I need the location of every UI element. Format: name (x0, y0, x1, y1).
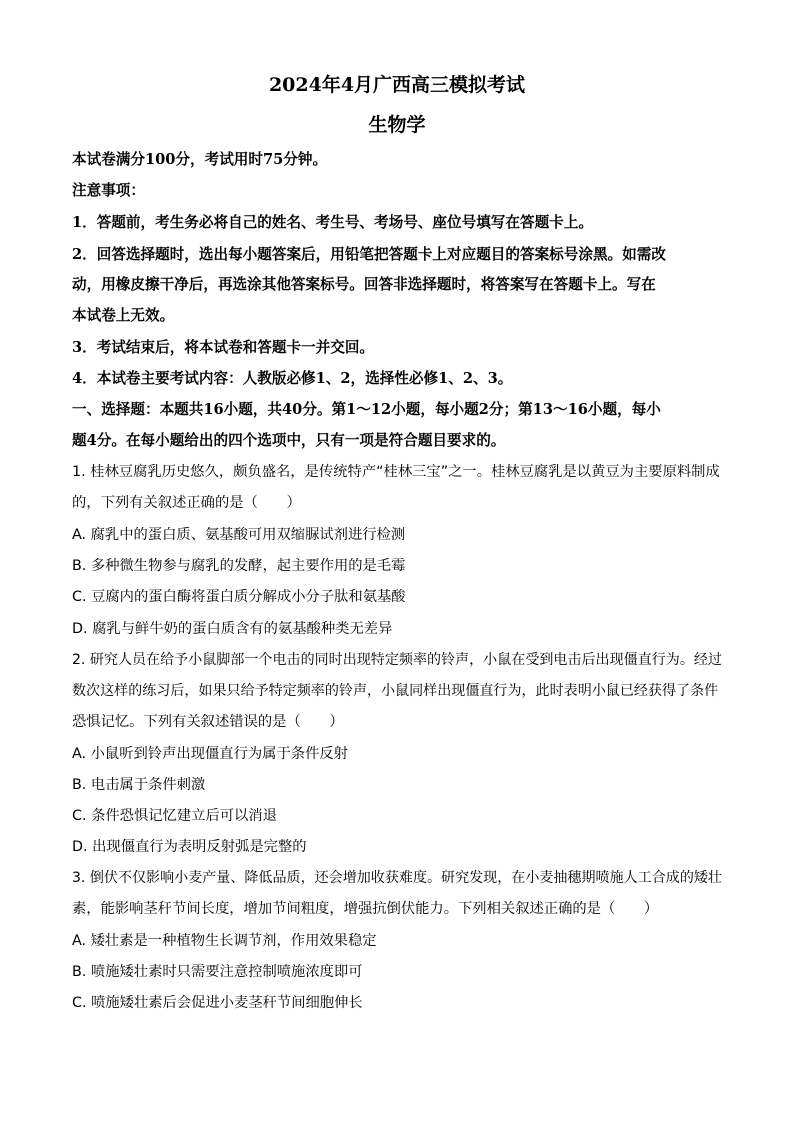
note-4: 4．本试卷主要考试内容：人教版必修1、2，选择性必修1、2、3。 (72, 370, 513, 387)
note-3: 3．考试结束后，将本试卷和答题卡一并交回。 (72, 339, 375, 356)
full-score-text: 本试卷满分100分，考试用时75分钟。 (72, 151, 328, 168)
question-2-stem-line-1: 2. 研究人员在给予小鼠脚部一个电击的同时出现特定频率的铃声，小鼠在受到电击后出现僵直行为。经过 (72, 652, 722, 668)
question-2-stem-line-2: 数次这样的练习后，如果只给予特定频率的铃声，小鼠同样出现僵直行为，此时表明小鼠已经获得了条件 (72, 683, 719, 699)
question-1-option-d: D. 腐乳与鲜牛奶的蛋白质含有的氨基酸种类无差异 (72, 621, 393, 637)
exam-title: 2024年4月广西高三模拟考试 (268, 74, 526, 96)
question-1-option-c: C. 豆腐内的蛋白酶将蛋白质分解成小分子肽和氨基酸 (72, 589, 406, 605)
question-3-option-c: C. 喷施矮壮素后会促进小麦茎秆节间细胞伸长 (72, 995, 363, 1011)
question-2-stem-line-3: 恐惧记忆。下列有关叙述错误的是（ ） (72, 714, 344, 730)
question-3-option-a: A. 矮壮素是一种植物生长调节剂，作用效果稳定 (72, 933, 377, 949)
question-1-stem-line-2: 的，下列有关叙述正确的是（ ） (72, 495, 301, 511)
note-2-line-1: 2．回答选择题时，选出每小题答案后，用铅笔把答题卡上对应题目的答案标号涂黑。如需改 (72, 246, 666, 263)
question-2-option-c: C. 条件恐惧记忆建立后可以消退 (72, 808, 277, 824)
section-1-line-1: 一、选择题：本题共16小题，共40分。第1～12小题，每小题2分；第13～16小题，每小 (72, 401, 661, 418)
note-2-line-3: 本试卷上无效。 (72, 307, 175, 324)
question-3-stem-line-2: 素，能影响茎秆节间长度，增加节间粗度，增强抗倒伏能力。下列相关叙述正确的是（ ） (72, 901, 659, 917)
question-1-option-a: A. 腐乳中的蛋白质、氨基酸可用双缩脲试剂进行检测 (72, 527, 406, 543)
question-3-option-b: B. 喷施矮壮素时只需要注意控制喷施浓度即可 (72, 964, 363, 980)
question-3-stem-line-1: 3. 倒伏不仅影响小麦产量、降低品质，还会增加收获难度。研究发现，在小麦抽穗期喷施人工合成的矮壮 (72, 870, 722, 886)
question-2-option-a: A. 小鼠听到铃声出现僵直行为属于条件反射 (72, 746, 348, 762)
question-1-option-b: B. 多种微生物参与腐乳的发酵，起主要作用的是毛霉 (72, 558, 406, 574)
note-2-line-2: 动，用橡皮擦干净后，再选涂其他答案标号。回答非选择题时，将答案写在答题卡上。写在 (72, 276, 656, 293)
question-2-option-b: B. 电击属于条件刺激 (72, 777, 206, 793)
section-1-line-2: 题4分。在每小题给出的四个选项中，只有一项是符合题目要求的。 (72, 432, 506, 449)
notes-heading: 注意事项： (72, 182, 145, 199)
note-1: 1．答题前，考生务必将自己的姓名、考生号、考场号、座位号填写在答题卡上。 (72, 214, 593, 231)
question-1-stem-line-1: 1. 桂林豆腐乳历史悠久，颇负盛名，是传统特产“桂林三宝”之一。桂林豆腐乳是以黄豆为主要原料制成 (72, 464, 720, 480)
subject-title: 生物学 (368, 114, 426, 136)
question-2-option-d: D. 出现僵直行为表明反射弧是完整的 (72, 839, 307, 855)
